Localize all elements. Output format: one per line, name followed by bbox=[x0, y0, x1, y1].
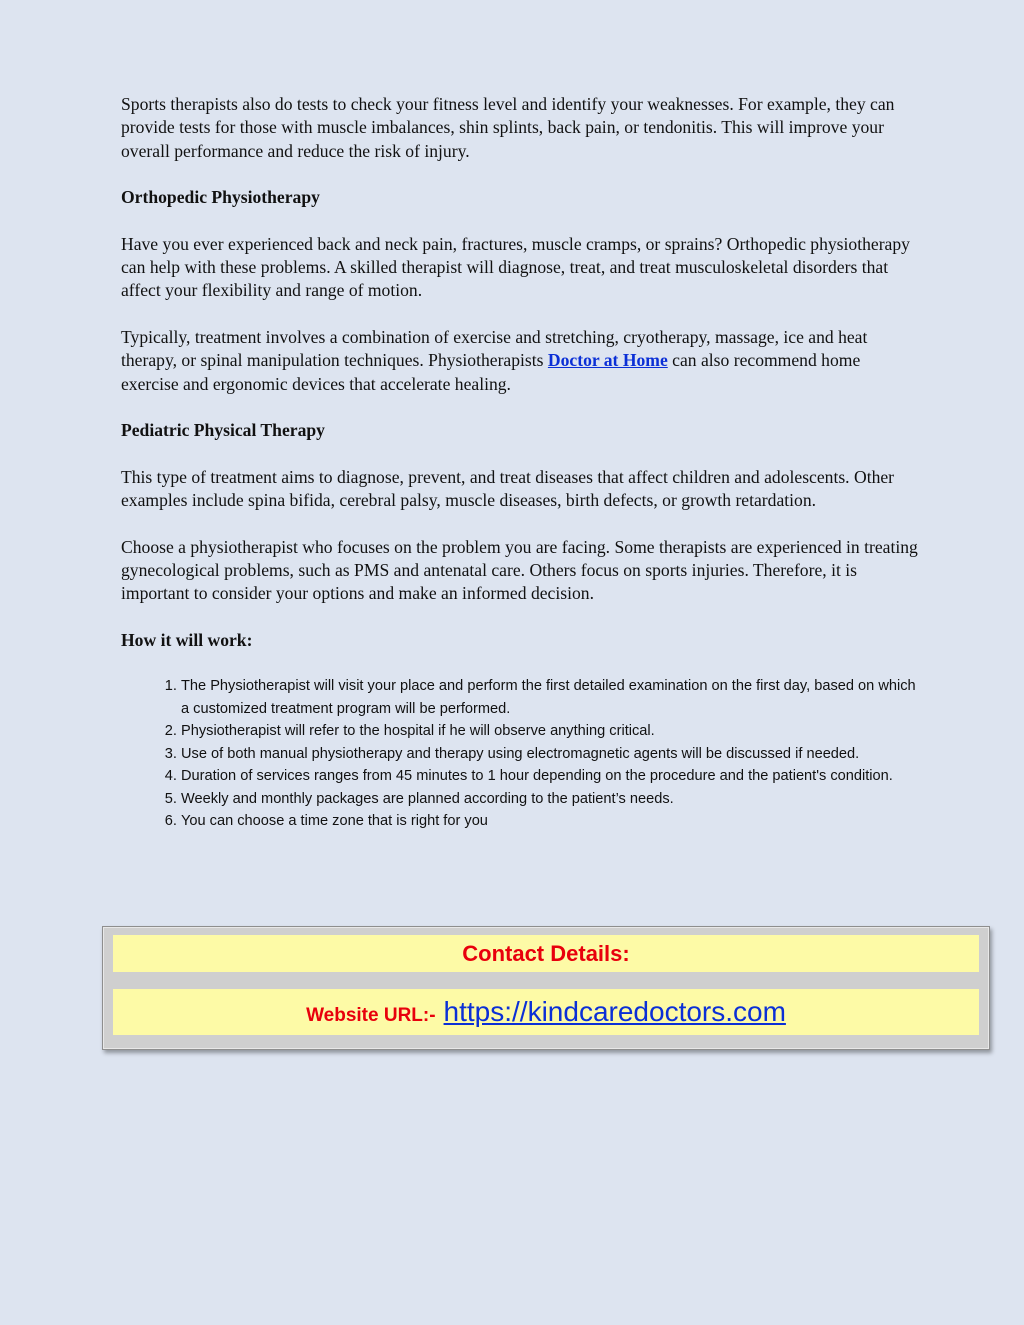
list-item: 3. Use of both manual physiotherapy and therapy using electromagnetic agents will be discussed if needed. bbox=[181, 743, 921, 766]
sports-tests-paragraph: Sports therapists also do tests to check your fitness level and identify your weaknesses. For example, they can provide tests for those with muscle imbalances, shin splints, back pain, or tendonitis. This will improve your overall performance and reduce the risk of injury. bbox=[121, 94, 895, 161]
choose-therapist-paragraph: Choose a physiotherapist who focuses on the problem you are facing. Some therapists are experienced in treating gynecological problems, such as PMS and antenatal care. Others focus on sports injuries. Therefore, it is important to consider your options and make an informed decision. bbox=[121, 536, 918, 604]
doctor-at-home-link[interactable]: Doctor at Home bbox=[547, 350, 668, 371]
treatment-text-before: Typically, treatment involves a combination of exercise and stretching, cryotherapy, massage, ice and heat therapy, or spinal manipulation techniques. Physiotherapists bbox=[121, 326, 868, 371]
orthopedic-heading: Orthopedic Physiotherapy bbox=[121, 187, 320, 208]
list-item: 2. Physiotherapist will refer to the hospital if he will observe anything critical. bbox=[181, 720, 921, 743]
list-item: 6. You can choose a time zone that is right for you bbox=[181, 810, 921, 833]
pediatric-heading: Pediatric Physical Therapy bbox=[121, 420, 325, 441]
treatment-paragraph bbox=[121, 326, 921, 396]
list-item: 4. Duration of services ranges from 45 minutes to 1 hour depending on the procedure and the patient's condition. bbox=[181, 765, 921, 788]
document-body bbox=[121, 93, 921, 833]
how-it-works-heading: How it will work: bbox=[121, 629, 253, 650]
treatment-text-after: can also recommend home exercise and ergonomic devices that accelerate healing. bbox=[121, 350, 861, 394]
contact-details-title: Contact Details: bbox=[113, 935, 979, 972]
orthopedic-intro-paragraph: Have you ever experienced back and neck pain, fractures, muscle cramps, or sprains? Orthopedic physiotherapy can help with these problems. A skilled therapist will diagnose, treat, and treat musculoskeletal disorders that affect your flexibility and range of motion. bbox=[121, 233, 910, 301]
website-label: Website URL:- bbox=[306, 1005, 436, 1026]
contact-details-box bbox=[102, 926, 990, 1050]
website-row bbox=[113, 989, 979, 1035]
list-item: 1. The Physiotherapist will visit your place and perform the first detailed examination on the first day, based on which a customized treatment program will be performed. bbox=[181, 675, 921, 720]
website-url-link[interactable]: https://kindcaredoctors.com bbox=[443, 996, 786, 1027]
list-item: 5. Weekly and monthly packages are planned according to the patient’s needs. bbox=[181, 788, 921, 811]
pediatric-intro-paragraph: This type of treatment aims to diagnose, prevent, and treat diseases that affect children and adolescents. Other examples include spina bifida, cerebral palsy, muscle diseases, birth defects, or growth retardation. bbox=[121, 466, 895, 511]
steps-list bbox=[121, 675, 921, 833]
